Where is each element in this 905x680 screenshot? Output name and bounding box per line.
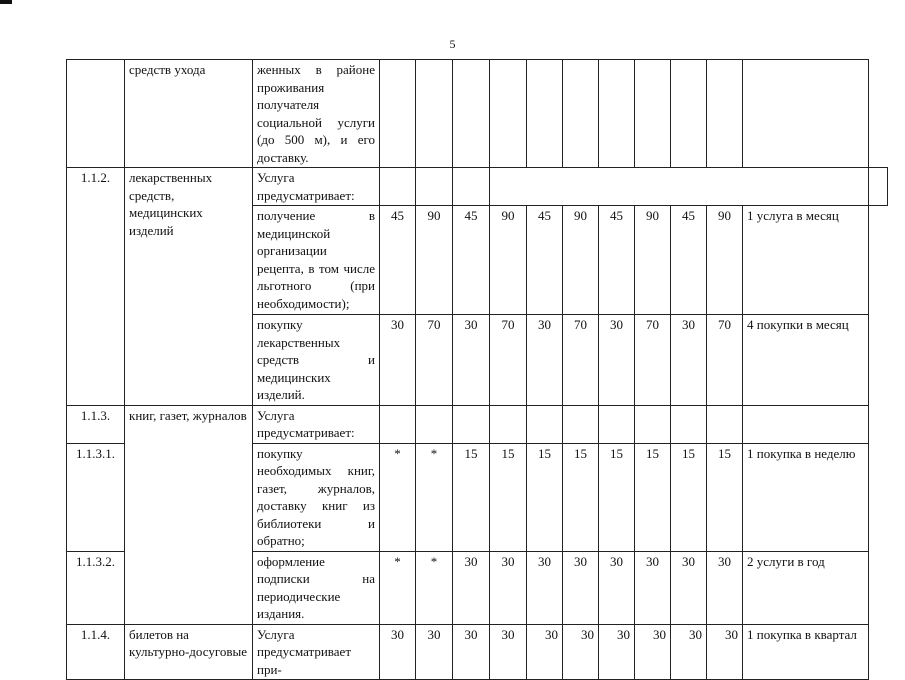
value-cell — [635, 405, 671, 443]
value-cell — [380, 405, 416, 443]
value-cell: 30 — [380, 624, 416, 680]
value-cell — [453, 405, 490, 443]
value-cell: 30 — [453, 624, 490, 680]
value-cell — [490, 60, 527, 168]
value-cell: 45 — [671, 206, 707, 315]
table-row — [67, 624, 888, 680]
value-cell — [707, 405, 743, 443]
value-cell: 30 — [490, 624, 527, 680]
row-name: книг, газет, журналов — [125, 405, 253, 624]
value-cell: 90 — [707, 206, 743, 315]
value-cell: 15 — [707, 443, 743, 551]
value-cell: 30 — [671, 624, 707, 680]
row-frequency: 1 покупка в квартал — [743, 624, 869, 680]
row-code: 1.1.3.1. — [67, 443, 125, 551]
value-cell — [490, 168, 869, 206]
row-name: билетов на культурно-досуговые — [125, 624, 253, 680]
row-description: женных в районе проживания получателя социальной услуги (до 500 м), и его доставку. — [253, 60, 380, 168]
value-cell — [453, 60, 490, 168]
value-cell — [490, 405, 527, 443]
row-description: оформление подписки на периодические издания. — [253, 551, 380, 624]
value-cell — [527, 405, 563, 443]
value-cell — [380, 60, 416, 168]
row-code: 1.1.3. — [67, 405, 125, 443]
row-description: покупку лекарственных средств и медицинских изделий. — [253, 315, 380, 406]
value-cell: 30 — [671, 551, 707, 624]
value-cell: 30 — [635, 624, 671, 680]
row-frequency — [869, 168, 888, 206]
table-row — [67, 60, 888, 168]
value-cell: 90 — [490, 206, 527, 315]
page-number: 5 — [449, 37, 456, 51]
value-cell — [380, 168, 416, 206]
row-name: лекарственных средств, медицинских изделий — [125, 168, 253, 406]
services-table — [66, 59, 888, 680]
corner-mark — [0, 0, 12, 4]
value-cell — [599, 405, 635, 443]
row-code: 1.1.4. — [67, 624, 125, 680]
value-cell: 30 — [563, 624, 599, 680]
value-cell: 30 — [599, 551, 635, 624]
row-description: Услуга предусматривает: — [253, 168, 380, 206]
value-cell: 90 — [416, 206, 453, 315]
value-cell — [453, 168, 490, 206]
value-cell: 15 — [453, 443, 490, 551]
value-cell: 30 — [490, 551, 527, 624]
value-cell: 30 — [380, 315, 416, 406]
value-cell — [527, 60, 563, 168]
value-cell — [671, 405, 707, 443]
value-cell: * — [380, 443, 416, 551]
value-cell: * — [380, 551, 416, 624]
value-cell — [416, 60, 453, 168]
value-cell: 90 — [563, 206, 599, 315]
value-cell: 45 — [453, 206, 490, 315]
value-cell — [635, 60, 671, 168]
value-cell — [416, 405, 453, 443]
value-cell: * — [416, 443, 453, 551]
value-cell: * — [416, 551, 453, 624]
value-cell: 30 — [563, 551, 599, 624]
row-frequency: 1 покупка в неделю — [743, 443, 869, 551]
row-frequency: 4 покупки в месяц — [743, 315, 869, 406]
value-cell — [671, 60, 707, 168]
value-cell: 30 — [453, 551, 490, 624]
value-cell: 90 — [635, 206, 671, 315]
value-cell: 15 — [490, 443, 527, 551]
row-description: получение в медицинской организации рецепта, в том числе льготного (при необходимости); — [253, 206, 380, 315]
value-cell: 15 — [599, 443, 635, 551]
value-cell: 45 — [527, 206, 563, 315]
value-cell: 30 — [416, 624, 453, 680]
value-cell: 15 — [635, 443, 671, 551]
value-cell — [563, 60, 599, 168]
value-cell: 70 — [635, 315, 671, 406]
value-cell: 70 — [563, 315, 599, 406]
value-cell: 45 — [599, 206, 635, 315]
value-cell: 30 — [527, 551, 563, 624]
value-cell: 70 — [416, 315, 453, 406]
value-cell: 30 — [707, 624, 743, 680]
row-frequency: 2 услуги в год — [743, 551, 869, 624]
value-cell: 30 — [671, 315, 707, 406]
row-description: покупку необходимых книг, газет, журналов, доставку книг из библиотеки и обратно; — [253, 443, 380, 551]
value-cell: 15 — [563, 443, 599, 551]
row-frequency: 1 услуга в месяц — [743, 206, 869, 315]
row-code — [67, 60, 125, 168]
value-cell: 30 — [527, 315, 563, 406]
row-description: Услуга предусматривает при- — [253, 624, 380, 680]
value-cell: 70 — [490, 315, 527, 406]
row-name: средств ухода — [125, 60, 253, 168]
value-cell: 30 — [453, 315, 490, 406]
value-cell: 45 — [380, 206, 416, 315]
row-code: 1.1.2. — [67, 168, 125, 406]
value-cell — [563, 405, 599, 443]
value-cell: 30 — [599, 624, 635, 680]
row-code: 1.1.3.2. — [67, 551, 125, 624]
value-cell — [599, 60, 635, 168]
table-row — [67, 405, 888, 443]
row-description: Услуга предусматривает: — [253, 405, 380, 443]
value-cell: 30 — [635, 551, 671, 624]
row-frequency — [743, 405, 869, 443]
row-frequency — [743, 60, 869, 168]
value-cell: 15 — [527, 443, 563, 551]
value-cell: 30 — [707, 551, 743, 624]
value-cell: 30 — [527, 624, 563, 680]
value-cell: 15 — [671, 443, 707, 551]
value-cell — [416, 168, 453, 206]
value-cell: 30 — [599, 315, 635, 406]
table-row — [67, 168, 888, 206]
value-cell — [707, 60, 743, 168]
value-cell: 70 — [707, 315, 743, 406]
